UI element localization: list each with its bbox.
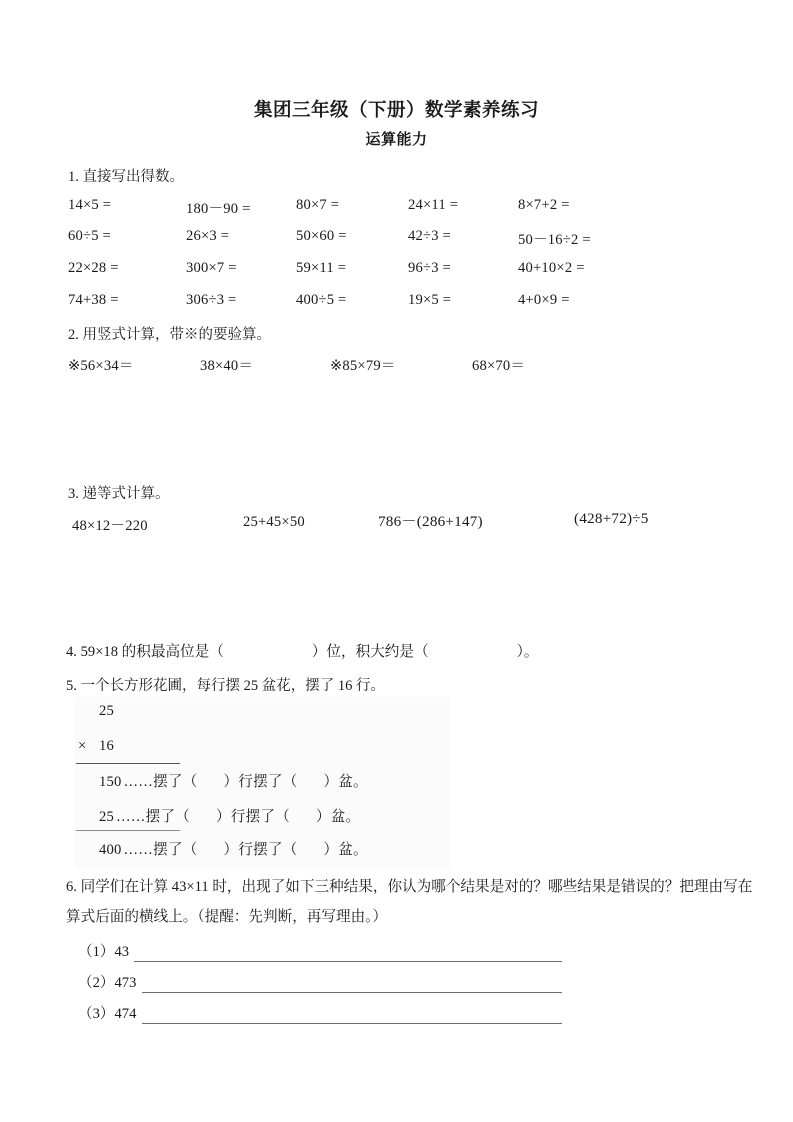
q1-expression: 300×7 = <box>186 260 237 276</box>
q4-text-b: ）位，积大约是（ <box>311 644 429 660</box>
q2-expression: 68×70＝ <box>472 358 526 374</box>
vmult-digit: 6 <box>106 738 114 754</box>
page-title: 集团三年级（下册）数学素养练习 <box>253 100 539 121</box>
vmult-tail-b: ）行摆了（ <box>215 809 290 825</box>
q1-expression: 8×7+2 = <box>518 197 570 213</box>
q2-expression: 38×40＝ <box>200 358 254 374</box>
q2-expression: ※85×79＝ <box>330 358 396 374</box>
multiply-icon: × <box>78 738 87 754</box>
q1-expression: 24×11 = <box>408 197 459 213</box>
q3-expression: 786－(286+147) <box>378 513 483 530</box>
vmult-tail-a: ……摆了（ <box>123 842 198 858</box>
vmult-digit: 5 <box>106 774 114 790</box>
q1-expression: 400÷5 = <box>296 292 347 308</box>
vmult-tail-c: ）盆。 <box>323 842 368 858</box>
vmult-tail-b: ）行摆了（ <box>223 774 298 790</box>
vmult-digit: 0 <box>106 842 114 858</box>
vmult-digit: 0 <box>114 774 122 790</box>
vmult-multiplier-row <box>99 738 114 755</box>
q1-expression: 42÷3 = <box>408 228 451 244</box>
q6-answer-label-3: （3）474 <box>78 1006 137 1022</box>
q1-expression: 50－16÷2 = <box>518 232 591 248</box>
vmult-rule-bottom <box>76 830 180 831</box>
q1-expression: 74+38 = <box>68 292 119 308</box>
vmult-digit: 2 <box>99 703 107 719</box>
vmult-digit: 2 <box>99 809 107 825</box>
vmult-partial-row-1 <box>99 770 368 791</box>
q1-expression: 19×5 = <box>408 292 452 308</box>
vmult-digit: 5 <box>106 703 114 719</box>
q1-expression: 60÷5 = <box>68 228 111 244</box>
q3-expression: (428+72)÷5 <box>574 510 649 527</box>
vmult-rule-top <box>76 763 180 764</box>
vmult-digit: 5 <box>106 809 114 825</box>
vmult-tail-b: ）行摆了（ <box>223 842 298 858</box>
q6-answer-rule-3[interactable] <box>142 1023 562 1024</box>
q1-expression: 40+10×2 = <box>518 260 585 276</box>
vmult-product-row <box>99 838 368 859</box>
page-subtitle: 运算能力 <box>365 130 428 148</box>
q4-text-c: ）。 <box>516 644 539 660</box>
vmult-tail-a: ……摆了（ <box>123 774 198 790</box>
q6-answer-label-1: （1）43 <box>78 944 130 960</box>
vmult-digit: 0 <box>114 842 122 858</box>
q1-expression: 50×60 = <box>296 228 347 244</box>
vmult-tail-c: ）盆。 <box>323 774 368 790</box>
q1-expression: 26×3 = <box>186 228 230 244</box>
q3-expression: 48×12－220 <box>72 518 148 534</box>
vmult-partial-row-2 <box>99 805 360 826</box>
q3-expression: 25+45×50 <box>243 514 305 530</box>
question-6-text: 6. 同学们在计算 43×11 时，出现了如下三种结果，你认为哪个结果是对的？哪些结果是错误的？把理由写在算式后面的横线上。（提醒：先判断，再写理由。） <box>66 879 753 925</box>
vmult-tail <box>124 838 368 859</box>
q2-expression: ※56×34＝ <box>68 358 134 374</box>
vmult-tail-a: ……摆了（ <box>116 809 190 825</box>
question-1-heading: 1. 直接写出得数。 <box>68 169 184 185</box>
vmult-digit: 1 <box>99 738 107 754</box>
q6-answer-rule-2[interactable] <box>142 992 562 993</box>
q1-expression: 14×5 = <box>68 197 112 213</box>
q1-expression: 80×7 = <box>296 197 340 213</box>
vmult-multiplicand-row <box>99 703 114 720</box>
question-2-heading: 2. 用竖式计算，带※的要验算。 <box>68 327 271 343</box>
q1-expression: 180－90 = <box>186 201 251 217</box>
q1-expression: 4+0×9 = <box>518 292 570 308</box>
question-3-heading: 3. 递等式计算。 <box>68 486 170 502</box>
question-4-text <box>66 637 538 667</box>
vmult-digit: 4 <box>99 842 107 858</box>
q6-answer-label-2: （2）473 <box>78 975 137 991</box>
vmult-tail-c: ）盆。 <box>315 809 361 825</box>
question-5-heading: 5. 一个长方形花圃，每行摆 25 盆花，摆了 16 行。 <box>66 678 385 694</box>
q1-expression: 306÷3 = <box>186 292 237 308</box>
q1-expression: 96÷3 = <box>408 260 451 276</box>
q4-text-a: 4. 59×18 的积最高位是（ <box>66 644 224 660</box>
vmult-tail <box>124 770 368 791</box>
q6-answer-rule-1[interactable] <box>134 961 562 962</box>
q1-expression: 59×11 = <box>296 260 347 276</box>
q1-expression: 22×28 = <box>68 260 119 276</box>
vmult-tail <box>116 805 360 826</box>
vmult-digit: 1 <box>99 774 107 790</box>
